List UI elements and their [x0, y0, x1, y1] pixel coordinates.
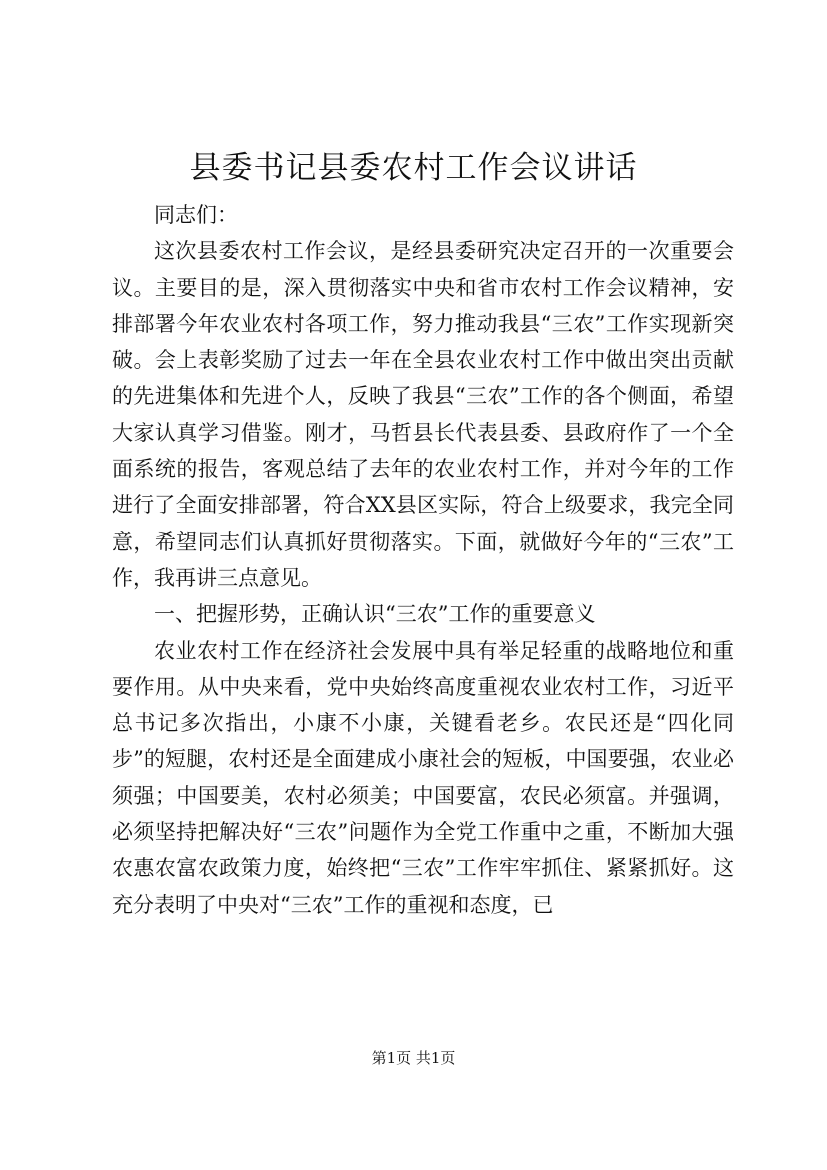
page-footer: 第1页 共1页: [371, 1049, 456, 1067]
section-heading: 一、把握形势，正确认识“三农”工作的重要意义: [154, 602, 596, 627]
salutation-paragraph: 同志们：: [154, 203, 238, 227]
document-title: 县委书记县委农村工作会议讲话: [189, 150, 638, 186]
body-paragraph: 农业农村工作在经济社会发展中具有举足轻重的战略地位和重要作用。从中央来看，党中央始终高度重视农业农村工作，习近平总书记多次指出，小康不小康，关键看老乡。农民还是“四化同步”的短腿，农村还是全面建成小康社会的短板，中国要强，农业必须强；中国要美，农村必须美；中国要富，农民必须富。并强调，必须坚持把解决好“三农”问题作为全党工作重中之重，不断加大强农惠农富农政策力度，始终把“三农”工作牢牢抓住、紧紧抓好。这充分表明了中央对“三农”工作的重视和态度，已: [112, 638, 734, 917]
document-body: [112, 197, 734, 923]
intro-paragraph: 这次县委农村工作会议，是经县委研究决定召开的一次重要会议。主要目的是，深入贯彻落实中央和省市农村工作会议精神，安排部署今年农业农村各项工作，努力推动我县“三农”工作实现新突破。会上表彰奖励了过去一年在全县农业农村工作中做出突出贡献的先进集体和先进个人，反映了我县“三农”工作的各个侧面，希望大家认真学习借鉴。刚才，马哲县长代表县委、县政府作了一个全面系统的报告，客观总结了去年的农业农村工作，并对今年的工作进行了全面安排部署，符合XX县区实际，符合上级要求，我完全同意，希望同志们认真抓好贯彻落实。下面，就做好今年的“三农”工作，我再讲三点意见。: [112, 239, 734, 590]
